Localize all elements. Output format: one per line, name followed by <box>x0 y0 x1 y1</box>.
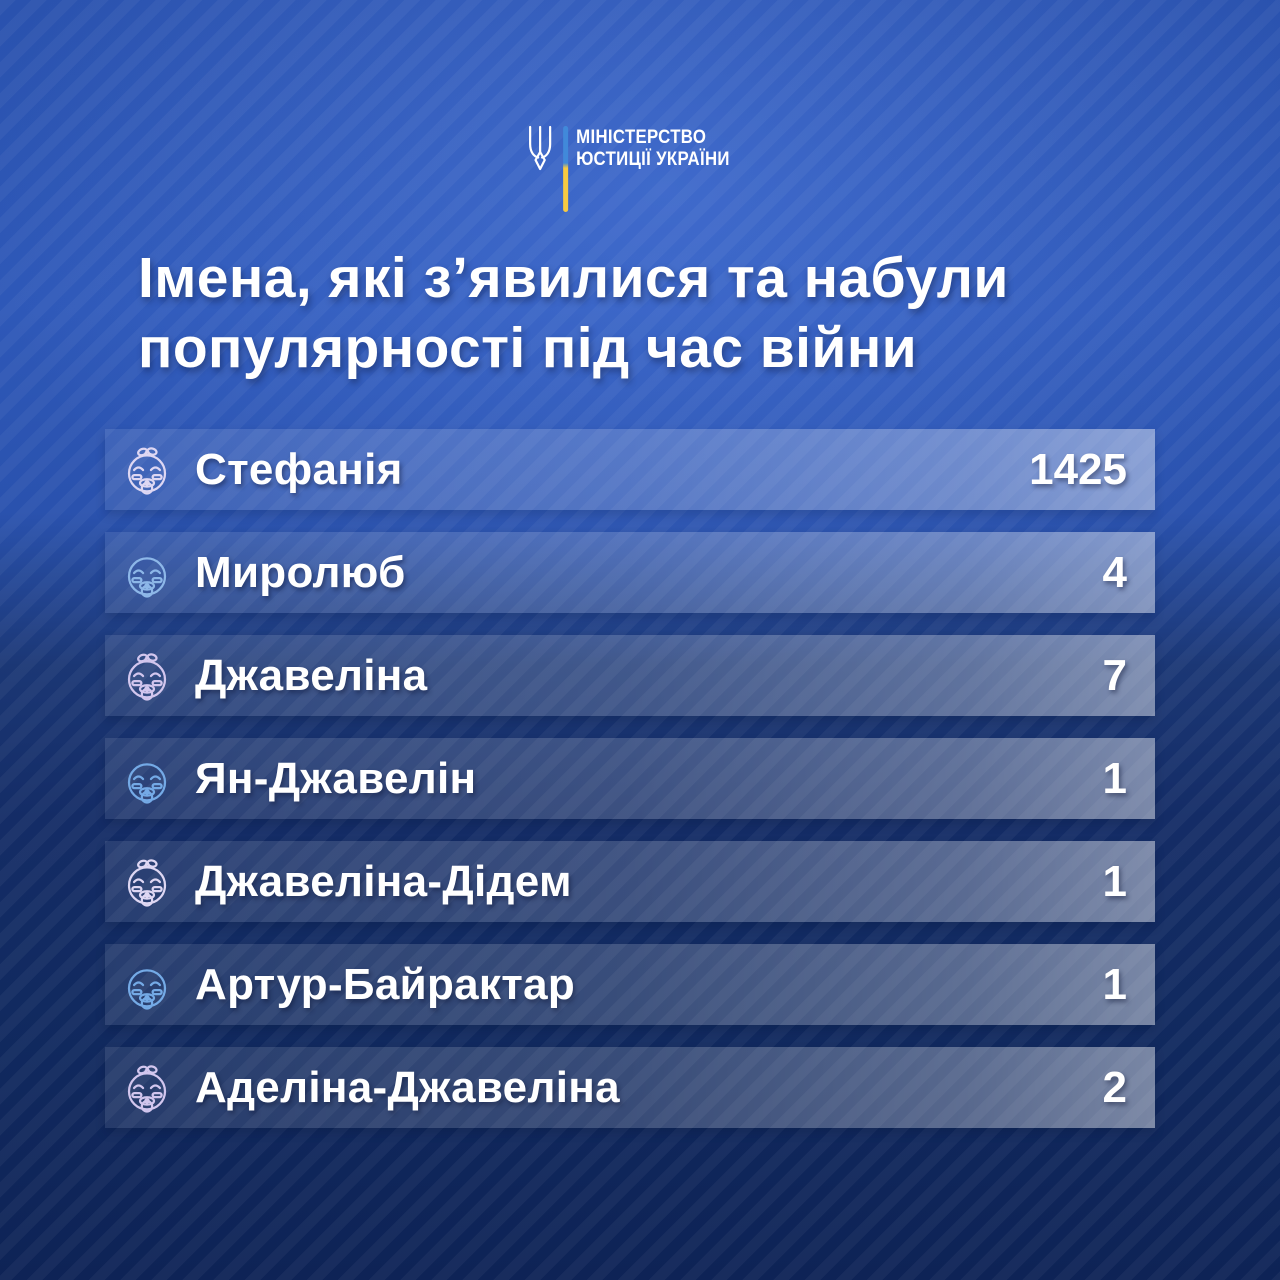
trident-icon <box>525 124 555 172</box>
count-label: 2 <box>1102 1062 1127 1112</box>
count-label: 7 <box>1102 650 1127 700</box>
page-title <box>138 243 1009 383</box>
baby-girl-icon <box>120 855 174 909</box>
count-label: 1 <box>1102 753 1127 803</box>
names-list <box>105 429 1155 1150</box>
baby-boy-icon <box>120 752 174 806</box>
baby-girl-icon <box>120 649 174 703</box>
baby-boy-icon <box>120 958 174 1012</box>
ministry-name-line2: ЮСТИЦІЇ УКРАЇНИ <box>576 147 730 170</box>
name-label: Стефанія <box>195 444 403 494</box>
count-label: 4 <box>1102 547 1127 597</box>
name-label: Ян-Джавелін <box>195 753 477 803</box>
count-label: 1425 <box>1029 444 1127 494</box>
name-row <box>105 1047 1155 1128</box>
page-title-line2: популярності під час війни <box>138 316 918 380</box>
baby-girl-icon <box>120 1061 174 1115</box>
flag-divider <box>563 126 568 212</box>
baby-boy-icon <box>120 546 174 600</box>
count-label: 1 <box>1102 856 1127 906</box>
page-title-line1: Імена, які з’явилися та набули <box>138 246 1009 310</box>
name-row <box>105 635 1155 716</box>
name-row <box>105 532 1155 613</box>
name-row <box>105 841 1155 922</box>
baby-girl-icon <box>120 443 174 497</box>
name-label: Артур-Байрактар <box>195 959 576 1009</box>
name-row <box>105 738 1155 819</box>
name-label: Миролюб <box>195 547 406 597</box>
ministry-logo <box>525 124 755 212</box>
ministry-name <box>576 127 730 170</box>
count-label: 1 <box>1102 959 1127 1009</box>
name-label: Джавеліна-Дідем <box>195 856 572 906</box>
name-label: Аделіна-Джавеліна <box>195 1062 620 1112</box>
name-label: Джавеліна <box>195 650 428 700</box>
name-row <box>105 944 1155 1025</box>
ministry-name-line1: МІНІСТЕРСТВО <box>576 126 707 148</box>
name-row <box>105 429 1155 510</box>
